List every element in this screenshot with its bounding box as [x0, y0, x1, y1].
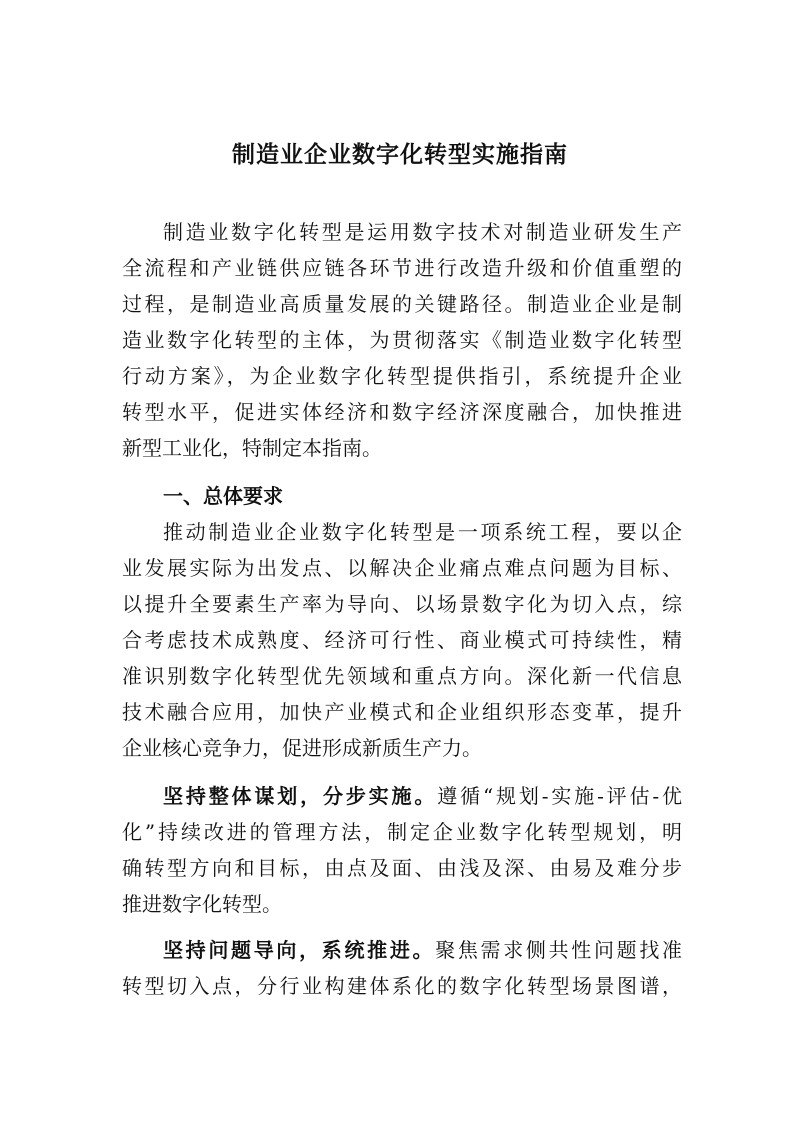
- principle1-line-1: [163, 778, 682, 814]
- intro-line-3: 过程，是制造业高质量发展的关键路径。制造业企业是制: [122, 292, 682, 316]
- section-heading: 一、总体要求: [163, 484, 283, 508]
- principle1-line-4: 推进数字化转型。: [122, 892, 282, 916]
- section1-line-7: 企业核心竞争力，促进形成新质生产力。: [122, 736, 482, 760]
- principle1-bold-lead: 坚持整体谋划，分步实施。: [163, 784, 438, 808]
- intro-line-2: 全流程和产业链供应链各环节进行改造升级和价值重塑的: [122, 256, 682, 280]
- intro-line-6: 转型水平，促进实体经济和数字经济深度融合，加快推进: [122, 400, 682, 424]
- principle1-line-1-rest: 遵循“规划-实施-评估-优: [437, 784, 682, 808]
- section1-line-3: 以提升全要素生产率为导向、以场景数字化为切入点，综: [122, 592, 682, 616]
- section1-line-1: 推动制造业企业数字化转型是一项系统工程，要以企: [163, 520, 682, 544]
- principle2-bold-lead: 坚持问题导向，系统推进。: [163, 938, 436, 962]
- intro-line-5: 行动方案》，为企业数字化转型提供指引，系统提升企业: [122, 364, 682, 388]
- section1-line-2: 业发展实际为出发点、以解决企业痛点难点问题为目标、: [122, 556, 682, 580]
- document-title: 制造业企业数字化转型实施指南: [232, 141, 568, 168]
- principle1-line-2: 化”持续改进的管理方法，制定企业数字化转型规划，明: [122, 820, 682, 844]
- section1-line-6: 技术融合应用，加快产业模式和企业组织形态变革，提升: [122, 700, 682, 724]
- principle2-line-1: [163, 932, 682, 968]
- principle2-line-1-rest: 聚焦需求侧共性问题找准: [435, 938, 683, 962]
- intro-line-1: 制造业数字化转型是运用数字技术对制造业研发生产: [163, 220, 682, 244]
- principle2-line-2: 转型切入点，分行业构建体系化的数字化转型场景图谱，: [122, 974, 682, 998]
- intro-line-4: 造业数字化转型的主体，为贯彻落实《制造业数字化转型: [122, 328, 682, 352]
- section1-line-5: 准识别数字化转型优先领域和重点方向。深化新一代信息: [122, 664, 682, 688]
- intro-line-7: 新型工业化，特制定本指南。: [122, 436, 382, 460]
- principle1-line-3: 确转型方向和目标，由点及面、由浅及深、由易及难分步: [122, 856, 682, 880]
- section1-line-4: 合考虑技术成熟度、经济可行性、商业模式可持续性，精: [122, 628, 682, 652]
